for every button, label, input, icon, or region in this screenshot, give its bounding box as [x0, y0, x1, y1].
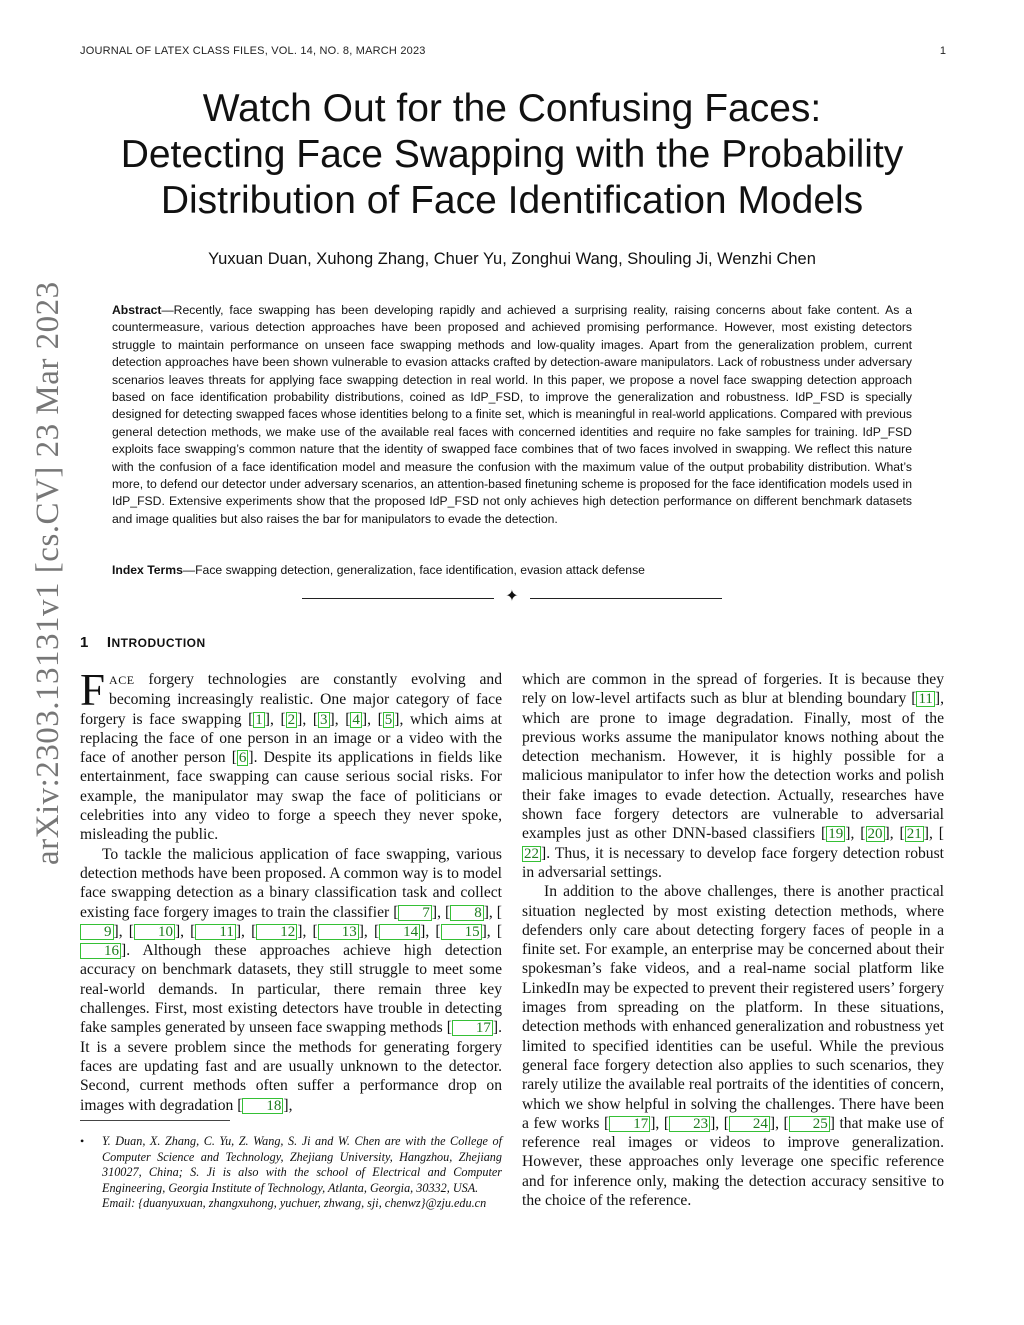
- abstract-text: —Recently, face swapping has been developing rapidly and achieved a surprising reality, raising concerns about fake content. As a countermeasure, various detection approaches have been proposed and achieved promising performance. However, most existing detectors struggle to maintain performance on unseen face swapping methods and low-quality images. Apart from the generalization problem, current detection approaches have been shown vulnerable to evasion attacks crafted by detection-aware manipulators. Lack of robustness under adversary scenarios leaves threats for applying face swapping detection in real world. In this paper, we propose a novel face swapping detection approach based on face identification probability distributions, coined as IdP_FSD, to improve the generalization and robustness. IdP_FSD is specially designed for detecting swapped faces whose identities belong to a finite set, which is meaningful in real-world applications. Compared with previous general detection methods, we make use of the available real faces with concerned identities and require no fake samples for training. IdP_FSD exploits face swapping’s common nature that the identity of swapped face combines that of two faces involved in swapping. We reflect this nature with the confusion of a face identification model and measure the confusion with the maximum value of the output probability distribution. What’s more, to defend our detector under adversary scenarios, an attention-based finetuning scheme is proposed for the face identification models used in IdP_FSD. Extensive experiments show that the proposed IdP_FSD not only achieves high detection performance on different benchmark datasets and image qualities but also raises the bar for manipulators to evade the detection.: [112, 303, 912, 526]
- drop-cap: F: [80, 665, 106, 715]
- footnote-text: Y. Duan, X. Zhang, C. Yu, Z. Wang, S. Ji and W. Chen are with the College of Computer Science and Technology, Zhejiang University, Hangzhou, Zhejiang 310027, China; S. Ji is also with the school of Electrical and Computer Engineering, Georgia Institute of Technology, Atlanta, Georgia, 30332, USA.: [102, 1134, 502, 1195]
- citation-link[interactable]: 23: [669, 1116, 710, 1132]
- citation-link[interactable]: 5: [384, 711, 393, 728]
- text-run: which are common in the spread of forgeries. It is because they rely on low-level artifacts such as blur at blending boundary: [522, 671, 944, 708]
- citation-link[interactable]: 4: [352, 711, 360, 728]
- affiliation-footnote: [80, 1134, 502, 1212]
- citation-link[interactable]: 20: [867, 826, 883, 843]
- citation-link[interactable]: 12: [256, 924, 297, 940]
- title-line: Watch Out for the Confusing Faces:: [202, 87, 822, 130]
- citation-link[interactable]: 15: [441, 924, 482, 940]
- citation-link[interactable]: 22: [524, 845, 539, 862]
- left-column: [80, 665, 503, 1115]
- citation-link[interactable]: 11: [918, 691, 933, 708]
- title-line: Detecting Face Swapping with the Probability: [120, 133, 904, 176]
- right-column: [522, 670, 944, 1210]
- citation-link[interactable]: 6: [238, 750, 247, 767]
- text-run: forgery technologies are constantly evolving and becoming increasingly realistic. One major category of face forgery is face swapping: [80, 671, 502, 728]
- citation-link[interactable]: 21: [906, 826, 922, 843]
- citation-link[interactable]: 1: [255, 711, 263, 728]
- divider-right: [530, 598, 722, 599]
- paragraph: FACE forgery technologies are constantly evolving and becoming increasingly realistic. One major category of face forgery is face swapping [ 1 ], [ 2 ], [ 3 ], [ 4 ], [ 5 ], which aims at replacing the face of one person in an image or a video with the face of another person [ 6 ]. Despite its applications in fields like entertainment, face swapping can cause serious social risks. For example, the manipulator may swap the face of politicians or celebrities into any video to forge a speech they never spoke, misleading the public.: [80, 665, 503, 844]
- section-initial: I: [106, 634, 112, 651]
- citation-link[interactable]: 8: [450, 905, 484, 921]
- footnote-rule: [80, 1120, 230, 1121]
- paragraph: which are common in the spread of forgeries. It is because they rely on low-level artifacts such as blur at blending boundary [ 11 ], which are prone to image degradation. Finally, most of the previous works assume the manipulator knows nothing about the detection mechanism. However, it is highly possible for a malicious manipulator to infer how the detection works and polish their fake images to evade detection. Actually, researches have shown face forgery detectors are vulnerable to adversarial examples just as other DNN-based classifiers [ 19 ], [ 20 ], [ 21 ], [22 ]. Thus, it is necessary to develop face forgery detection robust in adversarial settings.: [522, 671, 944, 881]
- citation-link[interactable]: 10: [134, 924, 175, 940]
- section-title-rest: NTRODUCTION: [111, 636, 206, 650]
- text-run: To tackle the malicious application of face swapping, various detection methods have been proposed. A common way is to model face swapping detection as a binary classification task and collect existing face forgery images to train the classifier: [80, 845, 502, 921]
- citation-link[interactable]: 14: [379, 924, 420, 940]
- section-heading: [80, 634, 206, 651]
- citation-link[interactable]: 24: [729, 1116, 770, 1132]
- paragraph: In addition to the above challenges, there is another practical situation neglected by most existing detection methods, where defenders only care about detecting forgery faces of people in a finite set. For example, an enterprise may be concerned about their spokesman’s fake videos, and a real-name social platform like LinkedIn may be expected to prevent their registered users’ forgery images from spreading on the platform. In these situations, detection methods with enhanced generalization and robustness yet limited to specified identities can be useful. While the previous general face forgery detection also applies to such scenarios, they rarely utilize the available real portraits of the identities of concern, which we show helpful in solving the challenges. There have been a few works [ 17 ], [ 23 ], [ 24 ], [ 25 ] that make use of reference real images or videos to improve generalization. However, these approaches only leverage one specific reference and for inference only, making the detection accuracy sensitive to the choice of the reference.: [522, 883, 944, 1210]
- text-run: . Despite its applications in fields like entertainment, face swapping can cause serious social risks. For example, the manipulator may swap the face of politicians or celebrities into any video to forge a speech they never spoke, misleading the public.: [80, 749, 503, 844]
- running-header: JOURNAL OF LATEX CLASS FILES, VOL. 14, NO. 8, MARCH 2023: [80, 45, 426, 57]
- text-run: . It is a severe problem since the methods for generating forgery faces are updating fast and are usually unknown to the detector. Second, current methods often suffer a performance drop on images with degradation: [80, 1019, 502, 1114]
- section-number: 1: [80, 634, 89, 651]
- index-terms-label: Index Terms: [112, 563, 183, 577]
- author-list: Yuxuan Duan, Xuhong Zhang, Chuer Yu, Zonghui Wang, Shouling Ji, Wenzhi Chen: [208, 250, 816, 268]
- citation-link[interactable]: 11: [195, 924, 235, 940]
- smallcaps-word: ACE: [109, 673, 135, 687]
- footnote-bullet: •: [80, 1134, 85, 1148]
- citation-link[interactable]: 18: [242, 1098, 283, 1114]
- text-run: , which are prone to image degradation. Finally, most of the previous works assume the manipulator knows nothing about the detection mechanism. However, it is highly possible for a malicious manipulator to infer how the detection works and polish their fake images to evade detection. Actually, researches have shown face forgery detectors are vulnerable to adversarial examples just as other DNN-based classifiers: [522, 690, 944, 843]
- paper-title: [80, 86, 944, 224]
- citation-link[interactable]: 17: [452, 1020, 493, 1036]
- text-run: , which aims at replacing the face of one person in an image or a video with the face of another person: [80, 710, 502, 767]
- citation-link[interactable]: 16: [80, 943, 121, 959]
- index-terms: [112, 563, 912, 577]
- citation-link[interactable]: 19: [828, 826, 844, 843]
- citation-link[interactable]: 13: [318, 924, 359, 940]
- citation-link[interactable]: 2: [287, 711, 296, 728]
- citation-link[interactable]: 7: [398, 905, 432, 921]
- title-line: Distribution of Face Identification Models: [160, 179, 864, 222]
- citation-link[interactable]: 25: [789, 1116, 830, 1132]
- diamond-ornament: ✦: [505, 588, 519, 605]
- index-terms-text: —Face swapping detection, generalization, face identification, evasion attack defense: [182, 563, 645, 577]
- text-run: ,: [288, 1096, 293, 1114]
- text-run: . Thus, it is necessary to develop face forgery detection robust in adversarial settings.: [522, 844, 944, 881]
- text-run: . Although these approaches achieve high detection accuracy on benchmark datasets, they still struggle to meet some real-world demands. In particular, there remain three key challenges. First, most existing detectors have trouble in detecting fake samples generated by unseen face swapping methods: [80, 942, 502, 1037]
- citation-link[interactable]: 3: [320, 711, 328, 728]
- text-run: that make use of reference real images or videos to improve generalization. However, these approaches only leverage one specific reference and for inference only, making the detection accuracy sensitive to the choice of the reference.: [522, 1114, 944, 1210]
- footnote-email: Email: {duanyuxuan, zhangxuhong, yuchuer, zhwang, sji, chenwz}@zju.edu.cn: [102, 1196, 487, 1210]
- divider-left: [302, 598, 494, 599]
- paragraph: To tackle the malicious application of face swapping, various detection methods have been proposed. A common way is to model face swapping detection as a binary classification task and collect existing face forgery images to train the classifier [ 7 ], [ 8 ], [9 ], [ 10 ], [ 11 ], [ 12 ], [ 13 ], [ 14 ], [ 15 ], [16 ]. Although these approaches achieve high detection accuracy on benchmark datasets, they still struggle to meet some real-world demands. In particular, there remain three key challenges. First, most existing detectors have trouble in detecting fake samples generated by unseen face swapping methods [ 17 ]. It is a severe problem since the methods for generating forgery faces are updating fast and are usually unknown to the detector. Second, current methods often suffer a performance drop on images with degradation [ 18 ],: [80, 845, 503, 1114]
- abstract-label: Abstract: [112, 303, 162, 317]
- page-number: 1: [939, 45, 946, 57]
- abstract: [112, 302, 912, 528]
- citation-link[interactable]: 17: [609, 1116, 650, 1132]
- text-run: In addition to the above challenges, there is another practical situation neglected by most existing detection methods, where defenders only care about detecting forgery faces of people in a finite set. For example, an enterprise may be concerned about their spokesman’s fake videos, and a real-name social platform like LinkedIn may be expected to prevent their registered users’ forgery images from spreading on the platform. In these situations, detection methods with enhanced generalization and robustness yet limited to specified identities can be useful. While the previous general face forgery detection also applies to such scenarios, they rarely utilize the available real portraits of the identities of concern, which we show helpful in solving the challenges. There have been a few works: [522, 883, 944, 1132]
- citation-link[interactable]: 9: [80, 924, 114, 940]
- arxiv-stamp: arXiv:2303.13131v1 [cs.CV] 23 Mar 2023: [30, 281, 66, 865]
